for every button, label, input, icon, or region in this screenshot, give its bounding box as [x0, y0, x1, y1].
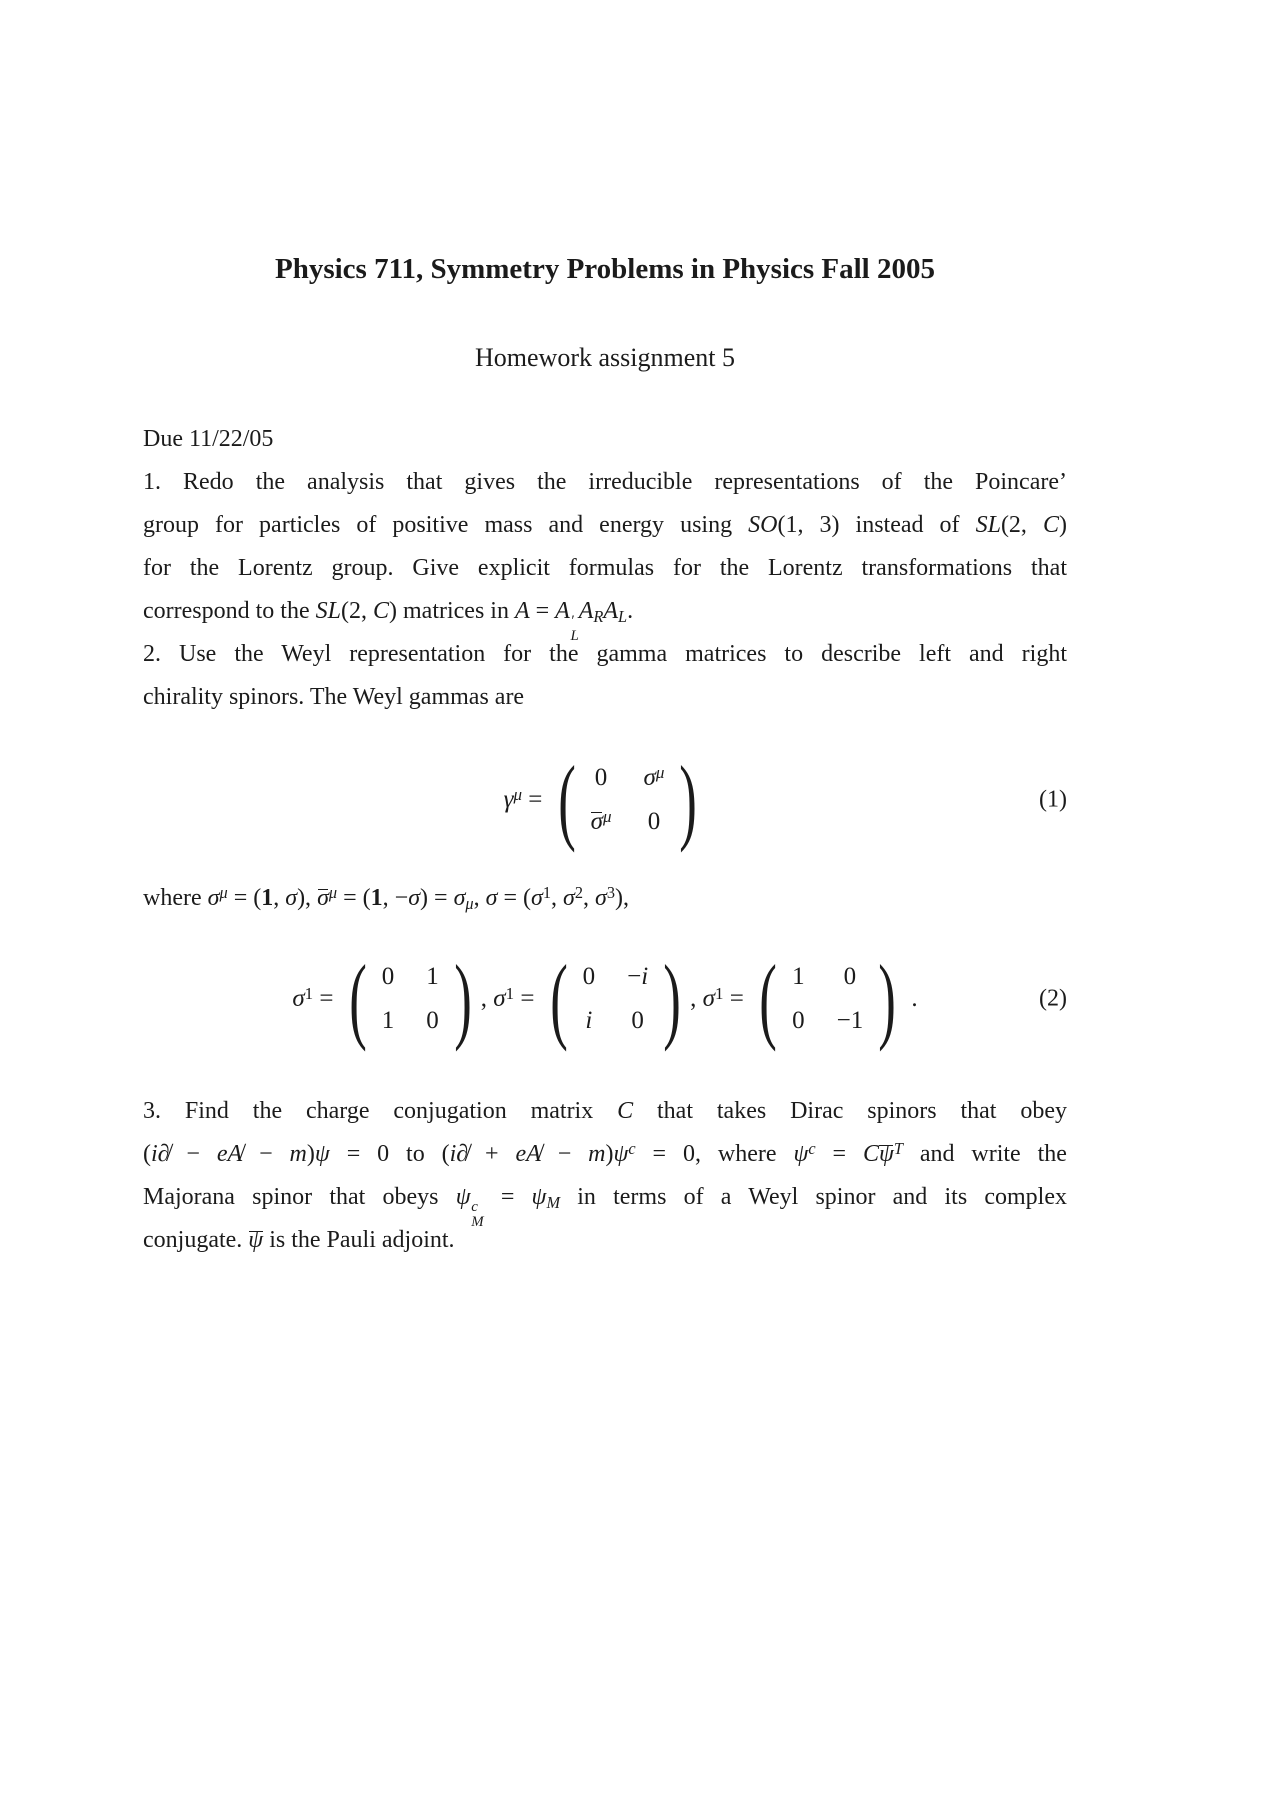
- problem3-paragraph: [143, 1090, 1067, 1262]
- doc-subtitle: Homework assignment 5: [475, 343, 735, 372]
- text-seg: 2: [574, 883, 583, 903]
- text-seg: σ: [562, 885, 575, 911]
- text-seg: =: [723, 985, 751, 1012]
- text-seg: ,: [582, 885, 595, 911]
- text-seg: 2. Use the Weyl representation for the gamma matrices to describe left and right: [143, 641, 1067, 667]
- text-seg: 0: [647, 808, 661, 835]
- matrix-grid: [575, 963, 657, 1035]
- text-seg: = (: [497, 885, 531, 911]
- text-seg: =: [529, 598, 556, 624]
- text-seg: M: [546, 1192, 561, 1212]
- text-seg: and write the: [902, 1141, 1067, 1167]
- text-seg: ): [605, 1141, 614, 1167]
- equation-text: [905, 985, 918, 1013]
- text-seg: in terms of a Weyl spinor and its complex: [560, 1184, 1068, 1210]
- matrix-cell: [792, 963, 805, 991]
- text-seg: σ: [207, 885, 220, 911]
- matrix-grid: [374, 963, 447, 1035]
- text-seg: μ: [602, 806, 612, 826]
- text-seg: ψ: [878, 1141, 894, 1167]
- matrix-cell: [648, 808, 661, 836]
- text-seg: μ: [328, 883, 338, 903]
- text-seg: σ: [485, 885, 498, 911]
- text-seg: A: [603, 598, 619, 624]
- problem2-line-1: [143, 633, 1067, 676]
- text-seg: ),: [297, 885, 318, 911]
- text-seg: σ: [493, 985, 506, 1012]
- equation-1-number: (1): [1039, 786, 1067, 813]
- text-seg: e: [515, 1141, 527, 1167]
- text-seg: ): [1058, 512, 1067, 538]
- matrix-cell: [382, 963, 395, 991]
- equation-1: [143, 745, 1067, 855]
- text-seg: 0: [594, 764, 608, 791]
- text-seg: 3: [606, 883, 615, 903]
- text-seg: L: [618, 606, 628, 626]
- text-seg: ,: [690, 985, 703, 1012]
- text-seg: σ: [317, 885, 329, 911]
- text-seg: i: [151, 1141, 158, 1167]
- problem2-line-2: [143, 676, 1067, 719]
- matrix-cell: [595, 764, 608, 792]
- matrix-cell: [837, 1007, 864, 1035]
- text-seg: 1: [542, 883, 551, 903]
- matrix-cell: [627, 963, 648, 991]
- text-seg: = 0, where: [635, 1141, 794, 1167]
- text-seg: C: [862, 1141, 879, 1167]
- text-seg: σ: [292, 985, 305, 1012]
- text-seg: ∂̸: [157, 1141, 170, 1167]
- matrix-cell: [583, 963, 596, 991]
- doc-title: Physics 711, Symmetry Problems in Physics Fall 2005: [274, 253, 935, 285]
- text-seg: −: [540, 1141, 589, 1167]
- due-date-line: Due 11/22/05: [143, 426, 274, 452]
- text-seg: c: [628, 1139, 636, 1159]
- text-seg: ψ: [314, 1141, 330, 1167]
- text-seg: ψ: [455, 1184, 471, 1210]
- equation-text: [292, 985, 339, 1013]
- text-seg: ,: [473, 885, 486, 911]
- text-seg: ,: [550, 885, 563, 911]
- text-seg: i: [641, 963, 649, 990]
- text-seg: = (: [227, 885, 262, 911]
- text-seg: i: [449, 1141, 457, 1167]
- text-seg: =: [522, 786, 549, 813]
- matrix-grid: [583, 764, 673, 836]
- matrix-cell: [631, 1007, 644, 1035]
- problem1-line-1: [143, 461, 1067, 504]
- text-seg: 0: [792, 1007, 805, 1034]
- matrix-cell: [792, 1007, 805, 1035]
- text-seg: chirality spinors. The Weyl gammas are: [143, 684, 525, 710]
- text-seg: μ: [465, 893, 474, 913]
- text-seg: σ: [643, 764, 656, 791]
- text-seg: σ: [594, 885, 607, 911]
- text-seg: i: [585, 1007, 593, 1034]
- text-seg: ∂̸: [456, 1141, 469, 1167]
- text-seg: C: [372, 598, 389, 624]
- text-seg: (: [143, 1141, 151, 1167]
- text-seg: A̸: [227, 1141, 243, 1167]
- text-seg: group for particles of positive mass and energy using: [143, 512, 749, 538]
- text-seg: −: [627, 963, 642, 990]
- text-seg: 0: [631, 1007, 644, 1034]
- text-seg: σ: [408, 885, 421, 911]
- matrix-cell: [426, 963, 439, 991]
- equation-text: [504, 786, 549, 814]
- text-seg: SL: [315, 598, 341, 624]
- text-seg: μ: [655, 762, 665, 782]
- text-seg: 0: [381, 963, 395, 990]
- where-line: [143, 877, 1067, 920]
- document-body: [143, 418, 1067, 1262]
- text-seg: R: [593, 606, 604, 626]
- text-seg: (2,: [340, 598, 373, 624]
- text-seg: ,: [273, 885, 286, 911]
- text-seg: =: [815, 1141, 863, 1167]
- text-seg: =: [483, 1184, 532, 1210]
- text-seg: σ: [702, 985, 716, 1012]
- text-seg: =: [313, 985, 340, 1012]
- equation-2-number: (2): [1039, 985, 1067, 1012]
- text-seg: ) =: [420, 885, 454, 911]
- text-seg: 1: [426, 963, 439, 990]
- matrix-cell: [426, 1007, 439, 1035]
- text-seg: .: [905, 985, 918, 1012]
- text-seg: 1: [792, 963, 805, 990]
- equation-text: [481, 985, 541, 1013]
- text-seg: ψ: [531, 1184, 547, 1210]
- text-seg: SO: [748, 512, 778, 538]
- matrix-grid: [784, 963, 871, 1035]
- text-seg: A: [514, 598, 530, 624]
- problem1-line-3: [143, 547, 1067, 590]
- stacked-script: ′ L: [570, 612, 579, 644]
- matrix-cell: [644, 764, 665, 792]
- equation-1-content: [503, 746, 707, 853]
- text-seg: 1: [715, 983, 724, 1003]
- text-seg: (2,: [1000, 512, 1043, 538]
- text-seg: γ: [503, 786, 514, 813]
- text-seg: m: [588, 1141, 606, 1167]
- text-seg: A: [578, 598, 594, 624]
- text-seg: μ: [513, 784, 523, 804]
- equation-2-content: [292, 945, 918, 1052]
- text-seg: ),: [614, 885, 629, 911]
- problem3-line-4: [143, 1219, 1067, 1262]
- text-seg: 1: [505, 983, 515, 1003]
- text-seg: 0: [582, 963, 596, 990]
- text-seg: ψ: [613, 1141, 629, 1167]
- matrix: ( 0 $\sigma^\mu$ $\sigma^\mu$ 0 ): [557, 746, 698, 853]
- text-seg: 1. Redo the analysis that gives the irreducible representations of the Poincare’: [143, 469, 1067, 495]
- text-seg: σ: [453, 885, 466, 911]
- text-seg: 1: [304, 983, 314, 1003]
- text-seg: e: [216, 1141, 228, 1167]
- text-seg: σ: [530, 885, 543, 911]
- text-seg: −1: [836, 1007, 864, 1034]
- text-seg: .: [627, 598, 634, 624]
- text-seg: 0: [426, 1007, 439, 1034]
- text-seg: C: [617, 1098, 634, 1124]
- text-seg: 3. Find the charge conjugation matrix: [143, 1098, 618, 1124]
- text-seg: ψ: [793, 1141, 809, 1167]
- text-seg: is the Pauli adjoint.: [263, 1227, 455, 1253]
- text-seg: m: [289, 1141, 307, 1167]
- text-seg: (1, 3) instead of: [777, 512, 976, 538]
- matrix: ( 1 0 0 −1 ): [759, 945, 896, 1052]
- text-seg: +: [468, 1141, 516, 1167]
- text-seg: 1: [261, 885, 274, 911]
- text-seg: for the Lorentz group. Give explicit formulas for the Lorentz transformations that: [143, 555, 1067, 581]
- text-seg: SL: [975, 512, 1001, 538]
- text-seg: c: [808, 1139, 816, 1159]
- text-seg: A̸: [526, 1141, 541, 1167]
- text-seg: =: [514, 985, 541, 1012]
- text-seg: ,: [480, 985, 494, 1012]
- text-seg: correspond to the: [143, 598, 316, 624]
- text-seg: −: [242, 1141, 290, 1167]
- text-seg: A: [555, 598, 570, 624]
- problem3-line-2: [143, 1133, 1067, 1176]
- text-seg: μ: [219, 883, 228, 903]
- text-seg: C: [1042, 512, 1059, 538]
- problem3-line-3: [143, 1176, 1068, 1230]
- text-seg: = 0 to (: [329, 1141, 450, 1167]
- text-seg: ) matrices in: [389, 598, 515, 624]
- matrix-cell: [585, 1007, 592, 1035]
- text-seg: σ: [590, 808, 603, 835]
- text-seg: = (: [337, 885, 371, 911]
- matrix-cell: [591, 808, 612, 836]
- text-seg: where: [143, 885, 208, 911]
- text-seg: , −: [382, 885, 409, 911]
- text-seg: −: [169, 1141, 217, 1167]
- matrix-cell: [844, 963, 857, 991]
- matrix-cell: [382, 1007, 395, 1035]
- matrix: ( 0 −i i 0 ): [549, 945, 681, 1052]
- equation-text: [690, 985, 750, 1013]
- text-seg: that takes Dirac spinors that obey: [633, 1098, 1067, 1124]
- text-seg: σ: [285, 885, 298, 911]
- stacked-script: c M: [471, 1198, 484, 1230]
- equation-2: [143, 944, 1067, 1054]
- text-seg: 1: [381, 1007, 395, 1034]
- matrix: ( 0 1 1 0 ): [348, 945, 472, 1052]
- text-seg: 0: [843, 963, 857, 990]
- problem1-line-2: [143, 504, 1067, 547]
- text-seg: T: [893, 1139, 903, 1159]
- text-seg: ): [306, 1141, 315, 1167]
- text-seg: ψ: [248, 1227, 264, 1253]
- problem1-line-4: [143, 590, 1067, 644]
- text-seg: Majorana spinor that obeys: [143, 1184, 456, 1210]
- text-seg: conjugate.: [143, 1227, 249, 1253]
- text-seg: 1: [370, 885, 383, 911]
- problem3-line-1: [143, 1090, 1067, 1133]
